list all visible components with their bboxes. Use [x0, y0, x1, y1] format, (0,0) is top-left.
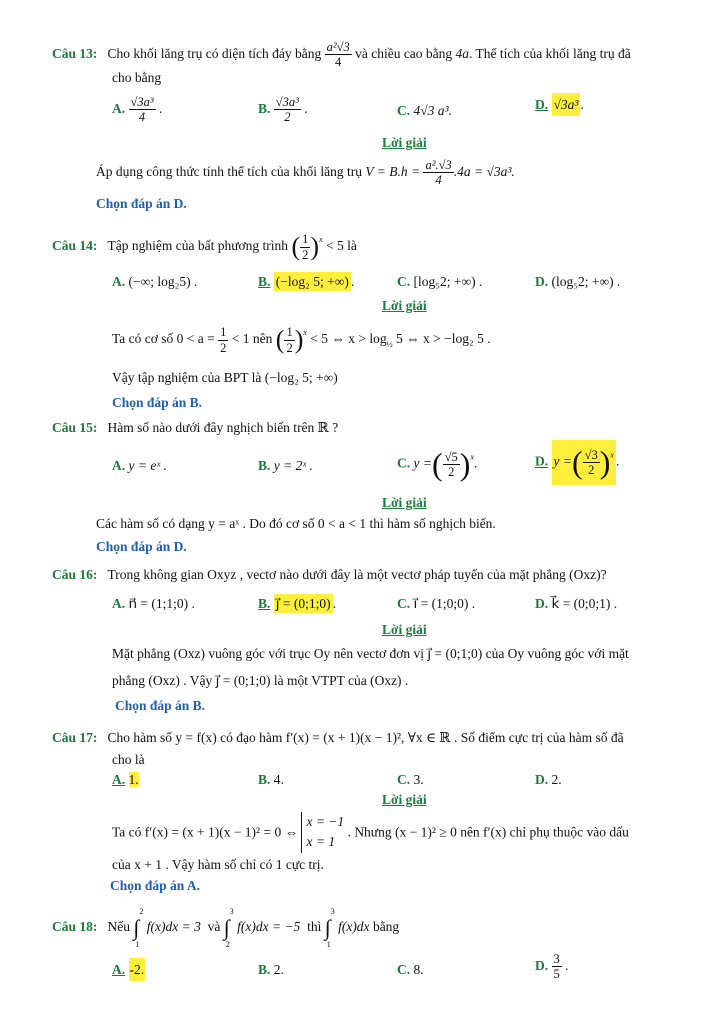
answer-choice: Chọn đáp án D.	[96, 539, 187, 554]
option-b: B. y = 2ˣ .	[258, 458, 313, 473]
option-b: B. $\frac{\text{√3a³}}{2}$ .	[258, 95, 308, 125]
solution-line2: phẳng (Oxz) . Vậy j⃗ = (0;1;0) là một VTPT của (Oxz) .	[112, 673, 409, 688]
question-text: cho bằng	[112, 70, 162, 85]
option-b: B. 4.	[258, 772, 284, 787]
solution-line1: Ta có cơ số 0 < a = $\frac{1}{2}$ < 1 nên ( $\frac{1}{2}$ )$^x$ < 5 ⇔ $x > \log_{\frac{1}{2}} 5$ ⇔ x > −log₂ 5 .	[112, 325, 491, 355]
question-text: và chiều cao bằng	[355, 45, 453, 61]
question-label: Câu 13:	[52, 45, 98, 61]
solution-line2: của x + 1 . Vậy hàm số chỉ có 1 cực trị.	[112, 857, 324, 872]
solution-line1: Mặt phẳng (Oxz) vuông góc với trục Oy nên vectơ đơn vị j⃗ = (0;1;0) của Oy vuông góc với mặt	[112, 646, 629, 661]
solution-line1: Ta có f′(x) = (x + 1)(x − 1)² = 0 ⇔ x = −1 x = 1 . Nhưng (x − 1)² ≥ 0 nên f′(x) chỉ phụ thuộc vào dấu	[112, 812, 629, 853]
option-c: C. 3.	[397, 772, 424, 787]
question-17-line1: Câu 17: Cho hàm số y = f(x) có đạo hàm f′(x) = (x + 1)(x − 1)², ∀x ∈ ℝ . Số điểm cực trị của hàm số đã	[52, 730, 624, 745]
option-d: D. $\frac{3}{5}$ .	[535, 952, 569, 982]
option-a-correct: A. -2.	[112, 962, 145, 978]
question-15-line1: Câu 15: Hàm số nào dưới đây nghịch biến trên ℝ ?	[52, 420, 339, 435]
answer-choice: Chọn đáp án B.	[112, 395, 203, 410]
option-d-correct: D. √3a³ .	[535, 97, 584, 113]
question-text: Cho khối lăng trụ có diện tích đáy bằng	[107, 45, 322, 61]
option-d: D. k⃗ = (0;0;1) .	[535, 596, 618, 611]
option-d: D. (log₅2; +∞) .	[535, 274, 621, 289]
option-c: C. 8.	[397, 962, 424, 977]
option-b-correct: B. j⃗ = (0;1;0) .	[258, 596, 336, 611]
option-a: A. (−∞; log₂5) .	[112, 274, 198, 289]
option-c: C. 4√3 a³.	[397, 103, 452, 118]
solution-title: Lời giải	[382, 792, 427, 807]
question-16-line1: Câu 16: Trong không gian Oxyz , vectơ nào dưới đây là một vectơ pháp tuyến của mặt phẳng (Oxz)?	[52, 567, 607, 582]
option-a: A. y = eˣ .	[112, 458, 167, 473]
option-a: A. $\frac{\text{√3a³}}{4}$ .	[112, 95, 163, 125]
integral-sign: ∫ 2 1	[133, 907, 144, 949]
integral-sign: ∫ 3 2	[223, 907, 234, 949]
answer-choice: Chọn đáp án A.	[110, 878, 201, 893]
option-b: B. 2.	[258, 962, 284, 977]
option-d-correct: D. y =( $\frac{√3}{2}$ )$^x$ .	[535, 440, 619, 485]
option-c: C. [log₅2; +∞) .	[397, 274, 483, 289]
answer-choice: Chọn đáp án B.	[115, 698, 206, 713]
option-c: C. i⃗ = (1;0;0) .	[397, 596, 476, 611]
answer-choice: Chọn đáp án D.	[96, 196, 187, 211]
integral-sign: ∫ 3 1	[324, 907, 335, 949]
height-value: 4a	[455, 45, 470, 61]
question-text: . Thể tích của khối lăng trụ đã	[469, 45, 631, 61]
question-text: cho là	[112, 752, 145, 767]
option-a: A. n⃗ = (1;1;0) .	[112, 596, 195, 611]
solution-title: Lời giải	[382, 298, 427, 313]
question-13-line1	[52, 40, 631, 70]
solution-text: Áp dụng công thức tính thể tích của khối lăng trụ V = B.h = $\frac{\text{a².√3}}{4}$ .4a = √3a³.	[96, 158, 515, 188]
base-area-fraction: $\frac{\text{a²√3}}{4}$	[326, 40, 350, 70]
option-c: C. y =( $\frac{√5}{2}$ )$^x$.	[397, 446, 478, 482]
question-18-line1: Câu 18: Nếu ∫ 2 1 f(x)dx = 3 và ∫ 3 2 f(x)dx = −5 thì ∫ 3 1 f(x)dx bằng	[52, 907, 400, 949]
option-b-correct: B. (−log₂ 5; +∞) .	[258, 274, 355, 289]
solution-title: Lời giải	[382, 622, 427, 637]
solution-line1: Các hàm số có dạng y = aˣ . Do đó cơ số 0 < a < 1 thì hàm số nghịch biến.	[96, 516, 496, 531]
solution-title: Lời giải	[382, 495, 427, 510]
solution-line2: Vậy tập nghiệm của BPT là (−log₂ 5; +∞)	[112, 370, 338, 385]
solution-title: Lời giải	[382, 135, 427, 150]
option-d: D. 2.	[535, 772, 562, 787]
option-a-correct: A. 1.	[112, 772, 139, 787]
question-14-line1: Câu 14: Tập nghiệm của bất phương trình ( $\frac{1}{2}$ )$^x$ < 5 là	[52, 232, 357, 262]
